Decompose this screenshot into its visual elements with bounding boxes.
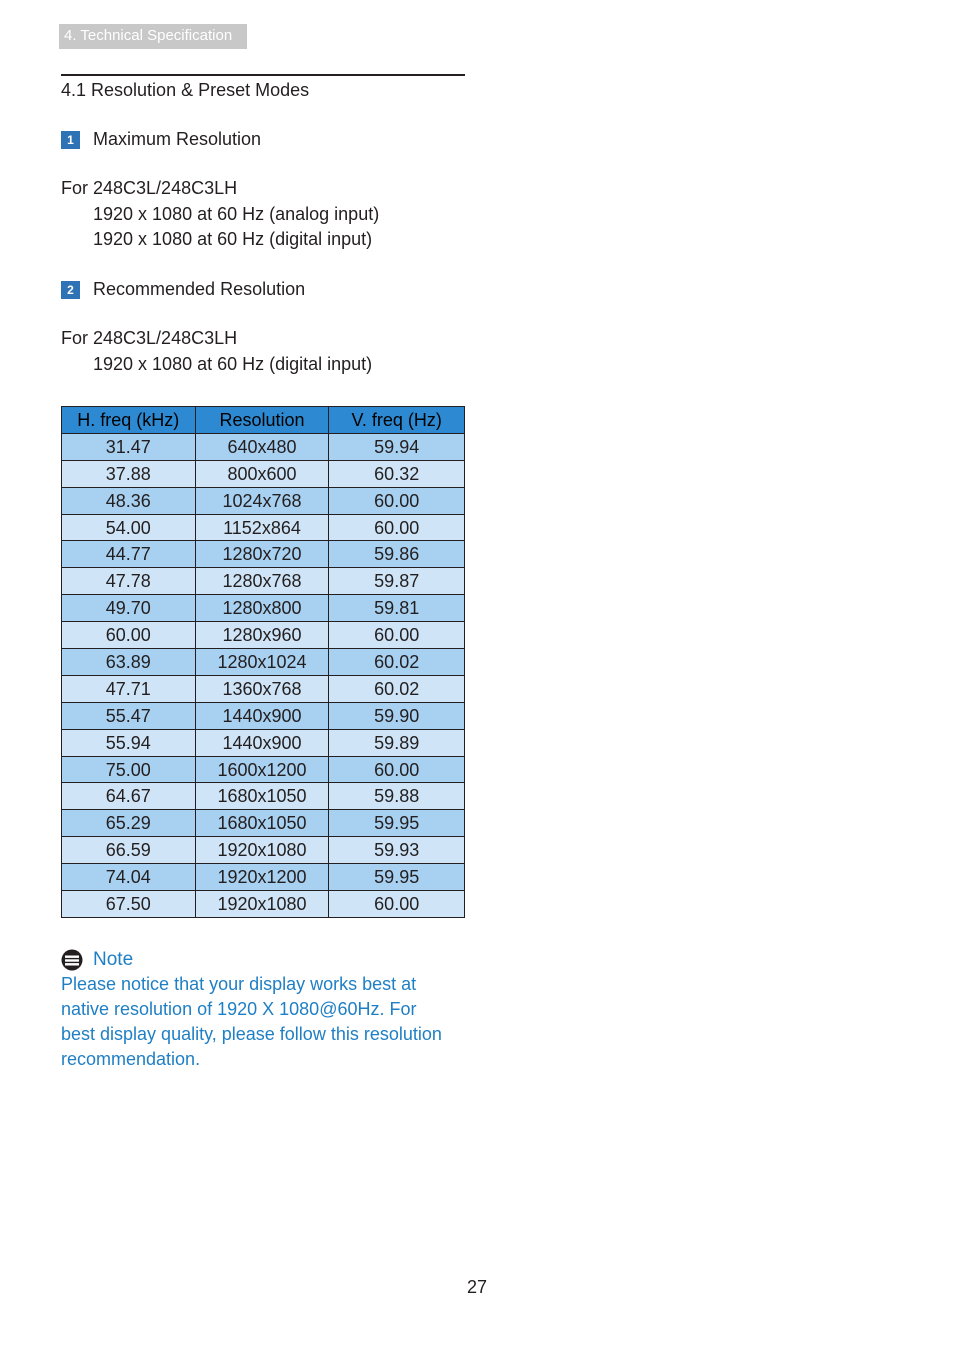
cell-hfreq: 74.04	[62, 864, 196, 891]
cell-resolution: 1280x960	[195, 622, 329, 649]
cell-vfreq: 60.00	[329, 622, 465, 649]
cell-vfreq: 59.89	[329, 729, 465, 756]
cell-vfreq: 59.90	[329, 702, 465, 729]
item-number-badge: 1	[61, 131, 80, 149]
max-resolution-analog: 1920 x 1080 at 60 Hz (analog input)	[93, 204, 380, 224]
table-row	[62, 702, 465, 729]
cell-hfreq: 49.70	[62, 595, 196, 622]
table-row	[62, 460, 465, 487]
note-icon	[61, 949, 83, 971]
table-row	[62, 756, 465, 783]
for-label: For	[61, 178, 88, 198]
table-row	[62, 541, 465, 568]
cell-resolution: 1280x800	[195, 595, 329, 622]
cell-hfreq: 47.78	[62, 568, 196, 595]
cell-hfreq: 65.29	[62, 810, 196, 837]
table-row	[62, 649, 465, 676]
table-row	[62, 514, 465, 541]
cell-vfreq: 59.95	[329, 864, 465, 891]
cell-hfreq: 64.67	[62, 783, 196, 810]
cell-hfreq: 54.00	[62, 514, 196, 541]
column-header-resolution: Resolution	[195, 407, 329, 434]
max-resolution-title: Maximum Resolution	[93, 129, 262, 149]
cell-vfreq: 60.32	[329, 460, 465, 487]
cell-hfreq: 66.59	[62, 837, 196, 864]
table-row	[62, 783, 465, 810]
note-line: recommendation.	[61, 1049, 201, 1069]
cell-vfreq: 59.88	[329, 783, 465, 810]
for-label: For	[61, 328, 88, 348]
cell-hfreq: 75.00	[62, 756, 196, 783]
cell-resolution: 1360x768	[195, 675, 329, 702]
section-divider	[61, 74, 465, 76]
cell-resolution: 1024x768	[195, 487, 329, 514]
table-row	[62, 864, 465, 891]
section-tab: 4. Technical Specification	[59, 24, 247, 49]
cell-resolution: 1920x1080	[195, 891, 329, 918]
cell-vfreq: 60.00	[329, 487, 465, 514]
cell-hfreq: 37.88	[62, 460, 196, 487]
page-number: 27	[466, 1277, 488, 1297]
cell-resolution: 1680x1050	[195, 810, 329, 837]
column-header-hfreq: H. freq (kHz)	[62, 407, 196, 434]
cell-vfreq: 59.86	[329, 541, 465, 568]
cell-resolution: 1280x768	[195, 568, 329, 595]
cell-resolution: 1280x720	[195, 541, 329, 568]
cell-vfreq: 60.02	[329, 649, 465, 676]
cell-resolution: 1600x1200	[195, 756, 329, 783]
table-row	[62, 622, 465, 649]
cell-hfreq: 44.77	[62, 541, 196, 568]
table-row	[62, 729, 465, 756]
cell-resolution: 800x600	[195, 460, 329, 487]
preset-modes-table	[61, 406, 465, 918]
cell-hfreq: 55.94	[62, 729, 196, 756]
cell-resolution: 1920x1080	[195, 837, 329, 864]
note-line: Please notice that your display works best at	[61, 974, 417, 994]
cell-vfreq: 59.93	[329, 837, 465, 864]
note-body	[61, 972, 461, 1072]
note-line: best display quality, please follow this resolution	[61, 1024, 442, 1044]
table-row	[62, 433, 465, 460]
item-number-badge: 2	[61, 281, 80, 299]
section-title: 4.1 Resolution & Preset Modes	[61, 80, 310, 100]
cell-vfreq: 60.00	[329, 756, 465, 783]
cell-vfreq: 60.02	[329, 675, 465, 702]
cell-resolution: 1920x1200	[195, 864, 329, 891]
table-row	[62, 675, 465, 702]
recommended-resolution-digital: 1920 x 1080 at 60 Hz (digital input)	[93, 354, 373, 374]
cell-resolution: 1440x900	[195, 702, 329, 729]
cell-hfreq: 55.47	[62, 702, 196, 729]
cell-hfreq: 60.00	[62, 622, 196, 649]
cell-hfreq: 47.71	[62, 675, 196, 702]
table-row	[62, 487, 465, 514]
cell-hfreq: 67.50	[62, 891, 196, 918]
cell-resolution: 1280x1024	[195, 649, 329, 676]
cell-vfreq: 60.00	[329, 891, 465, 918]
table-row	[62, 837, 465, 864]
cell-vfreq: 59.87	[329, 568, 465, 595]
table-row	[62, 595, 465, 622]
max-resolution-digital: 1920 x 1080 at 60 Hz (digital input)	[93, 229, 373, 249]
column-header-vfreq: V. freq (Hz)	[329, 407, 465, 434]
table-header-row	[62, 407, 465, 434]
table-row	[62, 810, 465, 837]
cell-resolution: 1680x1050	[195, 783, 329, 810]
model-name: 248C3L/248C3LH	[93, 178, 238, 198]
recommended-resolution-model-line	[61, 327, 237, 349]
model-name: 248C3L/248C3LH	[93, 328, 238, 348]
cell-vfreq: 59.81	[329, 595, 465, 622]
table-row	[62, 891, 465, 918]
note-title: Note	[93, 949, 134, 970]
recommended-resolution-title: Recommended Resolution	[93, 279, 306, 299]
note-line: native resolution of 1920 X 1080@60Hz. For	[61, 999, 417, 1019]
cell-hfreq: 31.47	[62, 433, 196, 460]
cell-hfreq: 48.36	[62, 487, 196, 514]
cell-resolution: 1152x864	[195, 514, 329, 541]
table-row	[62, 568, 465, 595]
cell-resolution: 1440x900	[195, 729, 329, 756]
max-resolution-model-line	[61, 177, 237, 199]
cell-vfreq: 59.94	[329, 433, 465, 460]
cell-resolution: 640x480	[195, 433, 329, 460]
cell-vfreq: 59.95	[329, 810, 465, 837]
cell-vfreq: 60.00	[329, 514, 465, 541]
cell-hfreq: 63.89	[62, 649, 196, 676]
